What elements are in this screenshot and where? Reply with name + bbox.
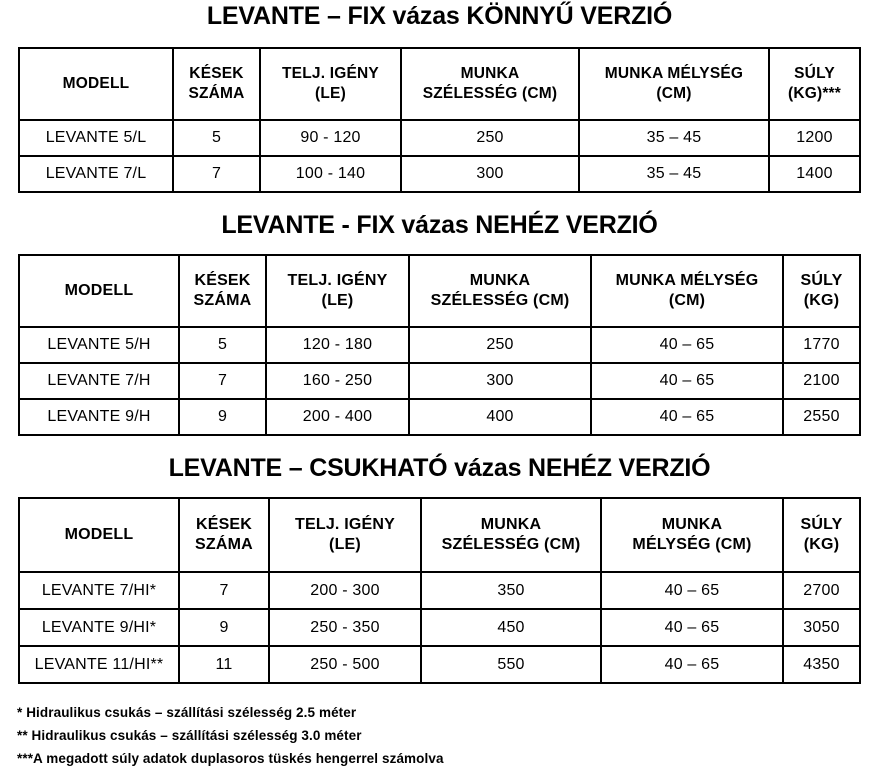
section-title-foldable-heavy-frame: [0, 436, 879, 483]
cell-suly: 4350: [783, 646, 860, 683]
section-title-after: NEHÉZ VERZIÓ: [468, 211, 658, 239]
column-header-line-2: (KG)***: [787, 85, 842, 102]
table-row: [19, 120, 860, 156]
section-title-before: LEVANTE – CSUKHATÓ: [168, 454, 455, 482]
column-header-munka-szelesseg: [421, 498, 601, 572]
table-row: [19, 363, 860, 399]
column-header-line-2: MÉLYSÉG (CM): [632, 536, 752, 553]
section-title-lower: vázas: [454, 454, 522, 482]
column-header-line-1: SÚLY: [800, 515, 843, 533]
footnote-double-asterisk: ** Hidraulikus csukás – szállítási szélesség 3.0 méter: [17, 728, 362, 744]
column-header-suly: [783, 255, 860, 327]
cell-kesek-szama: 5: [173, 120, 260, 156]
cell-munka-szelesseg: 550: [421, 646, 601, 683]
cell-modell: LEVANTE 5/L: [19, 120, 173, 156]
column-header-line-1: TELJ. IGÉNY: [282, 65, 379, 83]
column-header-modell: [19, 48, 173, 120]
section-title-before: LEVANTE - FIX: [221, 211, 402, 239]
table-row: [19, 156, 860, 192]
column-header-line-1: KÉSEK: [194, 271, 251, 289]
column-header-line-2: SZÁMA: [193, 292, 252, 309]
column-header-line-2: (CM): [656, 85, 692, 102]
column-header-line-2: SZÁMA: [188, 85, 245, 102]
cell-munka-melyseg: 40 – 65: [591, 363, 783, 399]
column-header-munka-melyseg: [591, 255, 783, 327]
cell-telj-igeny: 160 - 250: [266, 363, 409, 399]
cell-munka-szelesseg: 300: [409, 363, 591, 399]
cell-kesek-szama: 7: [179, 572, 269, 609]
cell-modell: LEVANTE 5/H: [19, 327, 179, 363]
table-row: [19, 327, 860, 363]
cell-modell: LEVANTE 9/H: [19, 399, 179, 435]
cell-munka-melyseg: 35 – 45: [579, 156, 769, 192]
cell-munka-melyseg: 40 – 65: [601, 646, 783, 683]
column-header-telj-igeny: [269, 498, 421, 572]
column-header-line-2: (LE): [315, 85, 346, 102]
cell-kesek-szama: 9: [179, 399, 266, 435]
cell-munka-szelesseg: 400: [409, 399, 591, 435]
section-title-heavy-fixed-frame: [0, 193, 879, 240]
cell-telj-igeny: 250 - 500: [269, 646, 421, 683]
table-row: [19, 572, 860, 609]
column-header-kesek-szama: [179, 255, 266, 327]
cell-suly: 1400: [769, 156, 860, 192]
footnote-triple-asterisk: ***A megadott súly adatok duplasoros tüskés hengerrel számolva: [17, 751, 444, 767]
section-title-light-fixed-frame: [0, 0, 879, 31]
column-header-line-1: MUNKA: [469, 271, 531, 289]
column-header-line-1: SÚLY: [800, 271, 843, 289]
cell-telj-igeny: 100 - 140: [260, 156, 401, 192]
column-header-suly: [783, 498, 860, 572]
column-header-line-2: SZÁMA: [195, 536, 253, 553]
cell-munka-melyseg: 40 – 65: [591, 327, 783, 363]
cell-telj-igeny: 90 - 120: [260, 120, 401, 156]
column-header-line-2: SZÉLESSÉG (CM): [441, 536, 581, 553]
footnotes-block: [17, 701, 879, 771]
spec-table-heavy-fixed-frame: [18, 254, 861, 436]
cell-munka-szelesseg: 300: [401, 156, 579, 192]
section-title-lower: vázas: [392, 2, 460, 30]
cell-munka-szelesseg: 250: [409, 327, 591, 363]
section-title-after: NEHÉZ VERZIÓ: [521, 454, 711, 482]
table-row: [19, 646, 860, 683]
footnote-single-asterisk: * Hidraulikus csukás – szállítási szélesség 2.5 méter: [17, 705, 357, 720]
table-header-row: [19, 48, 860, 120]
column-header-munka-szelesseg: [409, 255, 591, 327]
cell-suly: 3050: [783, 609, 860, 646]
cell-kesek-szama: 11: [179, 646, 269, 683]
cell-telj-igeny: 200 - 300: [269, 572, 421, 609]
table-header-row: [19, 255, 860, 327]
column-header-line-1: MUNKA: [460, 65, 520, 83]
cell-kesek-szama: 7: [179, 363, 266, 399]
cell-modell: LEVANTE 7/HI*: [19, 572, 179, 609]
table-row: [19, 399, 860, 435]
spec-table-foldable-heavy-frame: [18, 497, 861, 684]
column-header-munka-szelesseg: [401, 48, 579, 120]
section-title-after: KÖNNYŰ VERZIÓ: [459, 2, 673, 30]
cell-kesek-szama: 5: [179, 327, 266, 363]
cell-munka-melyseg: 40 – 65: [601, 609, 783, 646]
cell-modell: LEVANTE 9/HI*: [19, 609, 179, 646]
column-header-munka-melyseg: [601, 498, 783, 572]
table-header-row: [19, 498, 860, 572]
column-header-line-1: MODELL: [62, 75, 130, 93]
cell-munka-szelesseg: 350: [421, 572, 601, 609]
column-header-line-1: MUNKA: [661, 515, 723, 533]
cell-suly: 1200: [769, 120, 860, 156]
column-header-line-2: (KG): [803, 536, 840, 553]
cell-suly: 2100: [783, 363, 860, 399]
column-header-line-2: SZÉLESSÉG (CM): [422, 85, 558, 102]
cell-munka-szelesseg: 250: [401, 120, 579, 156]
column-header-suly: [769, 48, 860, 120]
column-header-line-1: MODELL: [64, 525, 134, 543]
cell-modell: LEVANTE 7/H: [19, 363, 179, 399]
column-header-line-1: SÚLY: [794, 65, 835, 83]
column-header-telj-igeny: [260, 48, 401, 120]
column-header-modell: [19, 255, 179, 327]
column-header-line-1: TELJ. IGÉNY: [295, 515, 395, 533]
cell-munka-melyseg: 35 – 45: [579, 120, 769, 156]
cell-suly: 1770: [783, 327, 860, 363]
cell-modell: LEVANTE 11/HI**: [19, 646, 179, 683]
cell-munka-szelesseg: 450: [421, 609, 601, 646]
column-header-line-1: TELJ. IGÉNY: [287, 271, 388, 289]
column-header-munka-melyseg: [579, 48, 769, 120]
cell-telj-igeny: 120 - 180: [266, 327, 409, 363]
cell-telj-igeny: 250 - 350: [269, 609, 421, 646]
section-title-before: LEVANTE – FIX: [206, 2, 393, 30]
table-row: [19, 609, 860, 646]
cell-suly: 2700: [783, 572, 860, 609]
column-header-modell: [19, 498, 179, 572]
column-header-kesek-szama: [173, 48, 260, 120]
cell-munka-melyseg: 40 – 65: [591, 399, 783, 435]
cell-kesek-szama: 7: [173, 156, 260, 192]
column-header-line-1: MUNKA MÉLYSÉG: [604, 65, 744, 83]
cell-munka-melyseg: 40 – 65: [601, 572, 783, 609]
column-header-line-1: KÉSEK: [195, 515, 253, 533]
column-header-line-1: MODELL: [64, 281, 134, 299]
column-header-line-2: SZÉLESSÉG (CM): [430, 292, 570, 309]
spec-section-heavy-fixed-frame: [0, 193, 879, 436]
cell-modell: LEVANTE 7/L: [19, 156, 173, 192]
cell-kesek-szama: 9: [179, 609, 269, 646]
column-header-line-1: MUNKA: [480, 515, 542, 533]
spec-section-light-fixed-frame: [0, 0, 879, 193]
section-title-lower: vázas: [401, 211, 469, 239]
spec-table-light-fixed-frame: [18, 47, 861, 193]
cell-telj-igeny: 200 - 400: [266, 399, 409, 435]
column-header-line-2: (KG): [803, 292, 840, 309]
column-header-line-2: (LE): [321, 292, 354, 309]
column-header-kesek-szama: [179, 498, 269, 572]
column-header-line-2: (LE): [329, 536, 361, 553]
column-header-telj-igeny: [266, 255, 409, 327]
column-header-line-2: (CM): [668, 292, 706, 309]
column-header-line-1: MUNKA MÉLYSÉG: [615, 271, 759, 289]
spec-section-foldable-heavy-frame: [0, 436, 879, 684]
column-header-line-1: KÉSEK: [189, 65, 244, 83]
cell-suly: 2550: [783, 399, 860, 435]
